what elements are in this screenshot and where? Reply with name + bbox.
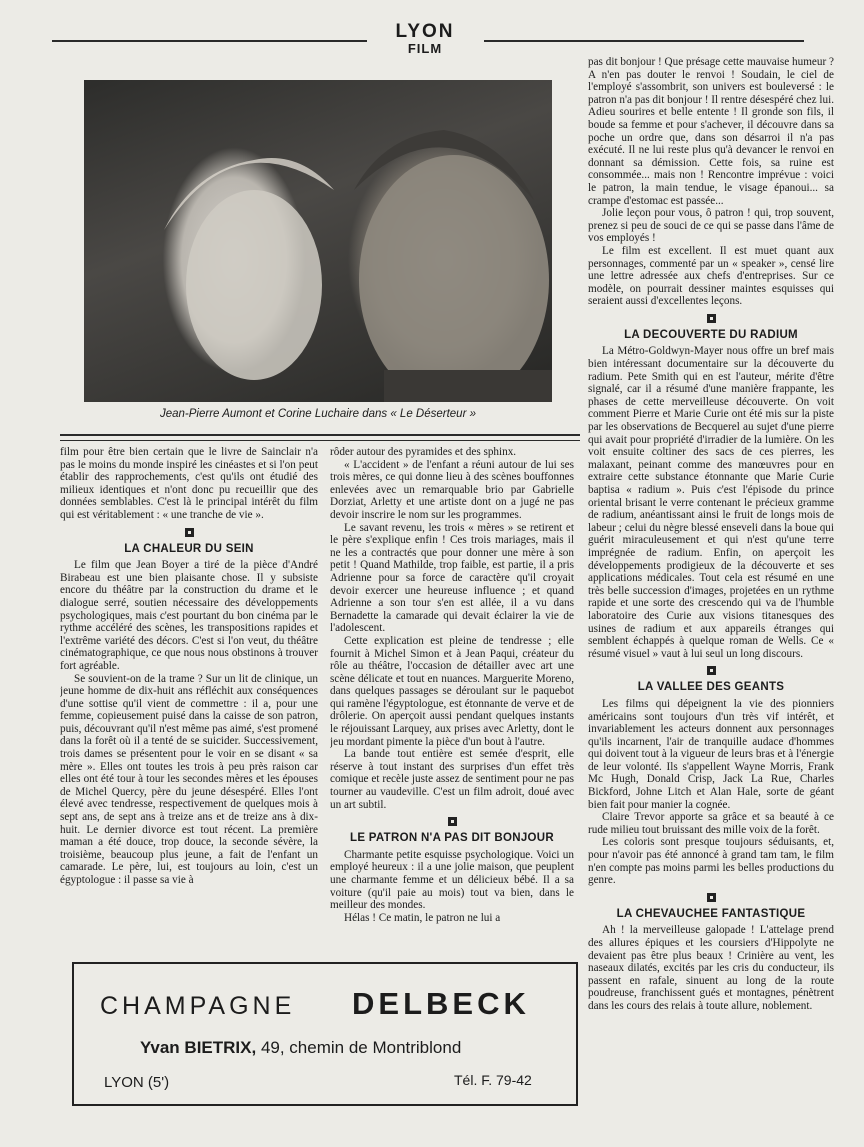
intro-paragraph: film pour être bien certain que le livre de Sainclair n'a pas le moins du monde inspiré les cinéastes et si l'on peut établir des rapprochements, c'est qu'ils ont étudié des milieux identiques et n'ont donc pu recueillir que des données semblables. C'est là le principal intérêt du film qui est véritablement : « une tranche de vie ». — [60, 446, 318, 521]
film-still-illustration — [84, 80, 552, 402]
paragraph: Les coloris sont presque toujours séduisants, et, pour n'avoir pas été annoncé à grand tam tam, le film n'en compte pas moins parmi les belles productions du genre. — [588, 836, 834, 887]
paragraph: rôder autour des pyramides et des sphinx. — [330, 446, 517, 458]
paragraph: Se souvient-on de la trame ? Sur un lit de clinique, un jeune homme de dix-huit ans réfléchit aux conséquences d'une sottise qu'il vient de commettre : il a, pour une femme, copieusement puisé dans la caisse de son patron, puis, découvrant qu'il n'est même pas aimé, s'est promené dans la forêt où il a tenté de se suicider. Successivement, trois dames se présentent pour le voir en se disant « sa mère ». Elles ont toutes les trois à peu près raison car elles ont été tour à tour les secondes mères et les épouses de Michel Quercy, père du jeune désespéré. Elles l'ont élevé avec tendresse, respectivement de quelques mois à sept ans, de sept ans à treize ans et de treize ans à dix-huit. Le dernier divorce est tout récent. La première maman a été douce, trop douce, la seconde sévère, la troisième, beaucoup plus jeune, a fait de l'enfant un camarade. Le père, lui, est toujours au loin, c'est un égyptologue : il passe sa vie à — [60, 672, 318, 886]
section-rule-top — [60, 434, 580, 436]
paragraph: Ah ! la merveilleuse galopade ! L'attelage prend des allures épiques et les coursiers d'Hippolyte ne devaient pas être plus beaux ! Crinière au vent, les naseaux dilatés, excités par les cris du conducteur, ils passent en rafale, sinuent au long de la route poudreuse, franchissent gués et montagnes, pénètrent dans les cours des relais à toute allure, noblement. — [588, 924, 834, 1012]
paragraph: Hélas ! Ce matin, le patron ne lui a — [344, 911, 501, 924]
ad-street-address: 49, chemin de Montriblond — [260, 1038, 462, 1057]
advertisement-box — [72, 962, 578, 1106]
ad-contact-name: Yvan BIETRIX, — [140, 1038, 257, 1057]
section-separator-icon — [707, 666, 716, 675]
paragraph: Claire Trevor apporte sa grâce et sa beauté à ce rude milieu tout bruissant des mille voix de la forêt. — [588, 811, 834, 836]
ad-address-line — [140, 1038, 461, 1058]
column-2 — [330, 446, 574, 954]
header-rule-left — [52, 40, 367, 42]
paragraph: Charmante petite esquisse psychologique. Voici un employé heureux : il a une jolie maison, que peuplent une charmante femme et un délicieux bébé. Il a sa voiture (qu'il paie au mois) tout va bien, dans le meilleur des mondes. — [330, 848, 574, 912]
paragraph: Le savant revenu, les trois « mères » se retirent et le père s'explique enfin ! Ces trois mariages, mais il ne les a contractés que pour donner une mère à son petit ! Quand Mathilde, trop faible, est partie, il a pris Adrienne pour sa force de caractère qu'il croyait devoir exercer une heureuse influence ; et quand Adrienne a son tour s'en est allée, il a vu dans Bernadette la camarade qui devait éclairer la vie de l'adolescent. — [330, 521, 574, 635]
paragraph: pas dit bonjour ! Que présage cette mauvaise humeur ? A n'en pas douter le renvoi ! Soudain, le ciel de l'employé s'assombrit, son univers est bouleversé : le patron n'a pas dit bonjour ! Il rentre désespéré chez lui. Adieu sourires et belle entente ! Il gronde son fils, il boude sa femme et pour s'achever, il découvre dans sa poche un ordre que, dans son désarroi il n'a pas exécuté. Il ne lui reste plus qu'à devancer le renvoi en donnant sa démission. Cette fois, sa ruine est consommée... mais non ! Rencontre imprévue : voici le patron, la main tendue, le visage épanoui... sa crampe d'estomac est passée... — [588, 56, 834, 207]
column-1 — [60, 446, 318, 954]
paragraph: « L'accident » de l'enfant a réuni autour de lui ses trois mères, ce qui donne lieu à des scènes bouffonnes enlevées avec un remarquable brio par Gabrielle Dorziat, Arletty et une artiste dont on a jugé ne pas devoir inscrire le nom sur les programmes. — [330, 458, 574, 521]
paragraph: Cette explication est pleine de tendresse ; elle fournit à Michel Simon et à Jean Paqui, créateur du rôle au théâtre, l'occasion de détailler avec art une scène délicate et tout en nuances. Marguerite Moreno, dans quelques passages se déroulant sur le paquebot qui ramène l'égyptologue, est étonnante de verve et de drôlerie. On aperçoit aussi pendant quelques instants le réjouissant Larquey, aux prises avec Arletty, dont le jeu mordant pimente la pièce d'un bout à l'autre. — [330, 634, 574, 748]
paragraph: La bande tout entière est semée d'esprit, elle réserve à tout instant des surprises d'un effet très comique et recèle juste assez de sentiment pour ne pas tourner au vaudeville. C'est un film adroit, doué avec un art subtil. — [330, 748, 574, 811]
masthead — [370, 22, 480, 56]
photo-caption: Jean-Pierre Aumont et Corine Luchaire dans « Le Déserteur » — [160, 408, 476, 420]
column-3 — [588, 56, 834, 1140]
ad-city: LYON (5') — [104, 1074, 170, 1091]
paragraph: Le film est excellent. Il est muet quant aux personnages, commenté par un « speaker », censé lire une lettre adressée aux chefs d'entreprises. Sur ce modèle, on pourrait dessiner maintes esquisses qui seraient aussi d'excellentes leçons. — [588, 244, 834, 308]
section-separator-icon — [185, 528, 194, 537]
heading-patron-bonjour: LE PATRON N'A PAS DIT BONJOUR — [350, 832, 554, 845]
heading-decouverte-radium: LA DECOUVERTE DU RADIUM — [624, 328, 798, 341]
paragraph: La Métro-Goldwyn-Mayer nous offre un bref mais bien intéressant documentaire sur la découverte du radium. Pete Smith qui en est l'auteur, mérite d'être signalé, car il a résumé d'une manière frappante, les phases de cette merveilleuse découverte. On voit comment Pierre et Marie Curie ont été mis sur la piste par les observations de Becquerel au sujet d'une pierre qui avait pour propriété d'irradier de la lumière. On les voit ensuite coltiner des sacs de ces pierres, les malaxant, peinant comme des manœuvres pour en extraire cette substance étonnante que Marie Curie baptisa « radium ». Puis c'est l'épisode du prince oriental brisant le verre contenant le précieux gramme de radium, anéantissant ainsi le fruit de longs mois de labeur ; celui du nègre blessé enseveli dans la boue qui guérit miraculeusement et qui n'est qu'une terre imprégnée de radium. Enfin, on aperçoit les développements prodigieux de la découverte et ses applications médicales. Tout cela est résumé en une très belle succession d'images, projetées en un rythme rapide et une sorte des crescendo qui va de l'humble laboratoire des Curie aux visions titanesques des usines de radium et aux appareils étranges qui semblent échappés à quelque roman de Wells. Ce « résumé visuel » vaut à lui seul un long discours. — [588, 345, 834, 660]
masthead-subtitle: FILM — [407, 41, 443, 56]
section-separator-icon — [448, 817, 457, 826]
section-rule-bottom — [60, 440, 580, 441]
paragraph: Le film que Jean Boyer a tiré de la pièce d'André Birabeau est une bien plaisante chose. Il y subsiste encore du théâtre par la construction du drame et le dialogue serré, soutien nécessaire des développements psychologiques, mais c'est pourtant du bon cinéma par le rythme accéléré des scènes, les transpositions rapides et l'extrême variété des décors. C'est si l'on veut, du théâtre cinématographique, ce que nous nous obstinons à trouver fort agréable. — [60, 559, 318, 672]
ad-telephone: Tél. F. 79-42 — [454, 1072, 532, 1088]
heading-vallee-geants: LA VALLEE DES GEANTS — [637, 681, 785, 694]
ad-brand-name: DELBECK — [352, 986, 530, 1021]
section-separator-icon — [707, 314, 716, 323]
header-rule-right — [484, 40, 804, 42]
heading-chevauchee-fantastique: LA CHEVAUCHEE FANTASTIQUE — [616, 907, 806, 920]
paragraph: Jolie leçon pour vous, ô patron ! qui, trop souvent, prenez si peu de souci de ce qui se passe dans l'âme de vos employés ! — [588, 207, 834, 245]
masthead-title: LYON — [395, 21, 455, 42]
heading-chaleur-du-sein: LA CHALEUR DU SEIN — [124, 542, 254, 555]
film-still-photo — [84, 80, 552, 402]
paragraph: Les films qui dépeignent la vie des pionniers américains sont toujours d'un très vif intérêt, et invariablement les acteurs donnent aux personnages qu'ils incarnent, l'air de tranquille audace d'hommes qui doivent tout à la vigueur de leurs bras et à l'énergie de leur volonté. Ils s'appellent Wayne Morris, Frank Mc Hugh, Donald Crisp, Jack La Rue, Charles Bickford, Johne Litch et Alan Hale, sorte de géant bien fait pour manier la cognée. — [588, 697, 834, 811]
section-separator-icon — [707, 893, 716, 902]
ad-champagne-label: CHAMPAGNE — [100, 992, 296, 1020]
